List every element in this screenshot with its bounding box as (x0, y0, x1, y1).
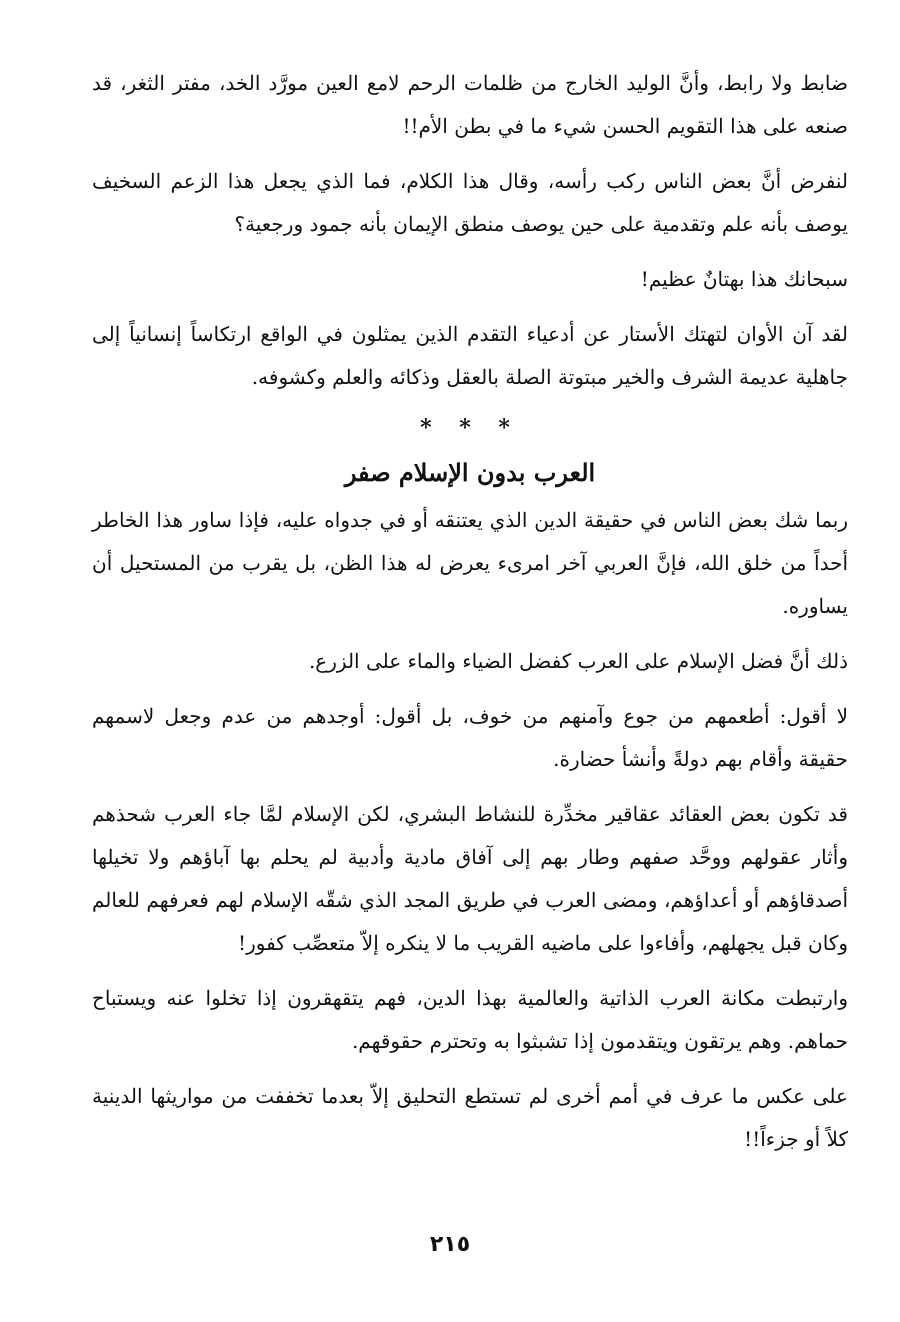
page-number: ٢١٥ (429, 1232, 471, 1257)
paragraph: لا أقول: أطعمهم من جوع وآمنهم من خوف، بل أقول: أوجدهم من عدم وجعل لاسمهم حقيقة وأقام بهم دولةً وأنشأ حضارة. (92, 704, 848, 771)
paragraph: على عكس ما عرف في أمم أخرى لم تستطع التحليق إلاّ بعدما تخففت من مواريثها الدينية كلاً أو جزءاً!! (92, 1084, 848, 1151)
paragraph: لنفرض أنَّ بعض الناس ركب رأسه، وقال هذا الكلام، فما الذي يجعل هذا الزعم السخيف يوصف بأنه علم وتقدمية على حين يوصف منطق الإيمان بأنه جمود ورجعية؟ (92, 169, 848, 236)
paragraph: ضابط ولا رابط، وأنَّ الوليد الخارج من ظلمات الرحم لامع العين مورَّد الخد، مفتر الثغر، قد صنعه على هذا التقويم الحسن شيء ما في بطن الأم!! (92, 71, 848, 138)
section-separator: * * * (420, 415, 520, 441)
page-body (92, 62, 848, 1161)
section-title: العرب بدون الإسلام صفر (344, 458, 596, 487)
paragraph: قد تكون بعض العقائد عقاقير مخدِّرة للنشاط البشري، لكن الإسلام لمَّا جاء العرب شحذهم وأثار عقولهم ووحَّد صفهم وطار بهم إلى آفاق مادية وأدبية لم يحلم بها آباؤهم ولا تخيلها أصدقاؤهم أو أعداؤهم، ومضى العرب في طريق المجد الذي شقّه الإسلام لهم فعرفهم للعالم وكان قبل يجهلهم، وأفاءوا على ماضيه القريب ما لا ينكره إلاّ متعصِّب كفور! (92, 802, 848, 955)
paragraph: سبحانك هذا بهتانٌ عظيم! (640, 267, 848, 291)
paragraph: ذلك أنَّ فضل الإسلام على العرب كفضل الضياء والماء على الزرع. (308, 649, 848, 673)
paragraph: لقد آن الأوان لتهتك الأستار عن أدعياء التقدم الذين يمثلون في الواقع ارتكاساً إنسانياً إلى جاهلية عديمة الشرف والخير مبتوتة الصلة بالعقل وذكائه والعلم وكشوفه. (92, 322, 848, 389)
paragraph: ربما شك بعض الناس في حقيقة الدين الذي يعتنقه أو في جدواه عليه، فإذا ساور هذا الخاطر أحداً من خلق الله، فإنَّ العربي آخر امرىء يعرض له هذا الظن، بل يقرب من المستحيل أن يساوره. (92, 508, 848, 618)
paragraph: وارتبطت مكانة العرب الذاتية والعالمية بهذا الدين، فهم يتقهقرون إذا تخلوا عنه ويستباح حماهم. وهم يرتقون ويتقدمون إذا تشبثوا به وتحترم حقوقهم. (92, 986, 848, 1053)
